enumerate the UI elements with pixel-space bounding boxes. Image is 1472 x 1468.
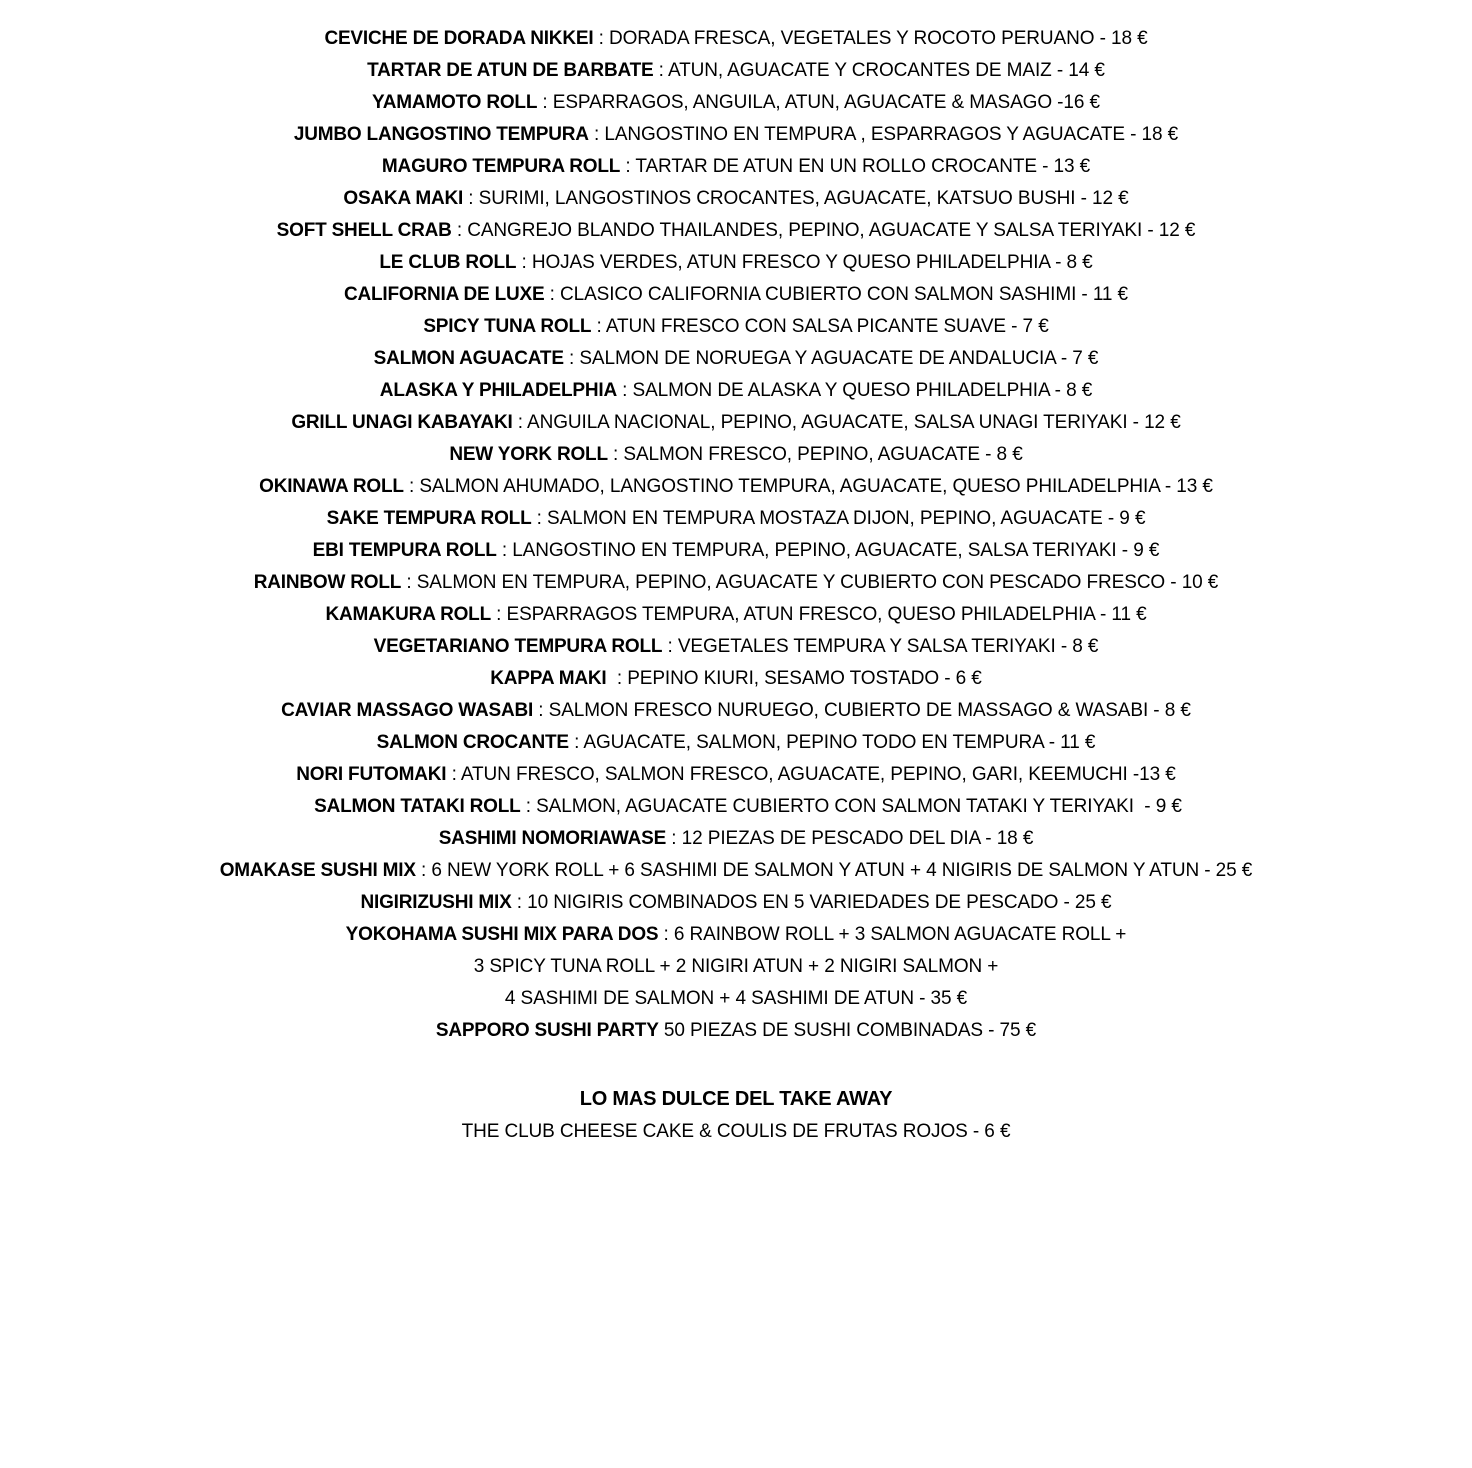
menu-item xyxy=(0,249,1472,281)
menu-item-description: : 12 PIEZAS DE PESCADO DEL DIA - 18 € xyxy=(666,828,1034,849)
menu-item-name: ALASKA Y PHILADELPHIA xyxy=(379,380,617,401)
menu-item-name: NIGIRIZUSHI MIX xyxy=(360,892,512,913)
section-title: LO MAS DULCE DEL TAKE AWAY xyxy=(579,1088,893,1110)
menu-item xyxy=(0,825,1472,857)
menu-item-description: : 6 NEW YORK ROLL + 6 SASHIMI DE SALMON Y ATUN + 4 NIGIRIS DE SALMON Y ATUN - 25 € xyxy=(415,860,1253,881)
menu-item-name: YAMAMOTO ROLL xyxy=(372,92,538,113)
menu-item xyxy=(0,601,1472,633)
menu-item-name: SOFT SHELL CRAB xyxy=(276,220,452,241)
menu-item-name: SAKE TEMPURA ROLL xyxy=(326,508,532,529)
menu-item-description: : CANGREJO BLANDO THAILANDES, PEPINO, AGUACATE Y SALSA TERIYAKI - 12 € xyxy=(451,220,1196,241)
menu-item xyxy=(0,57,1472,89)
menu-item-name: TARTAR DE ATUN DE BARBATE xyxy=(367,60,654,81)
dessert-section xyxy=(0,1084,1472,1150)
menu-item xyxy=(0,857,1472,889)
menu-item xyxy=(0,25,1472,57)
menu-item xyxy=(0,793,1472,825)
menu-item-description: : ATUN FRESCO CON SALSA PICANTE SUAVE - 7 € xyxy=(591,316,1049,337)
menu-item-description: : SALMON FRESCO, PEPINO, AGUACATE - 8 € xyxy=(607,444,1023,465)
menu-item-description: : SALMON DE NORUEGA Y AGUACATE DE ANDALUCIA - 7 € xyxy=(563,348,1099,369)
menu-list xyxy=(0,25,1472,1049)
menu-item xyxy=(0,633,1472,665)
menu-item-description: : ATUN FRESCO, SALMON FRESCO, AGUACATE, PEPINO, GARI, KEEMUCHI -13 € xyxy=(446,764,1176,785)
menu-item-name: SAPPORO SUSHI PARTY xyxy=(435,1020,659,1041)
menu-item-description: : HOJAS VERDES, ATUN FRESCO Y QUESO PHILADELPHIA - 8 € xyxy=(516,252,1093,273)
menu-item-description: : 6 RAINBOW ROLL + 3 SALMON AGUACATE ROLL + xyxy=(658,924,1127,945)
menu-item-description: : ANGUILA NACIONAL, PEPINO, AGUACATE, SALSA UNAGI TERIYAKI - 12 € xyxy=(512,412,1181,433)
menu-item-name: KAMAKURA ROLL xyxy=(325,604,491,625)
menu-item xyxy=(0,569,1472,601)
menu-item-name: GRILL UNAGI KABAYAKI xyxy=(291,412,513,433)
menu-item-name: KAPPA MAKI xyxy=(490,668,607,689)
menu-item xyxy=(0,217,1472,249)
menu-item-description: : LANGOSTINO EN TEMPURA, PEPINO, AGUACATE, SALSA TERIYAKI - 9 € xyxy=(496,540,1160,561)
menu-item-name: SASHIMI NOMORIAWASE xyxy=(438,828,667,849)
dessert-item: THE CLUB CHEESE CAKE & COULIS DE FRUTAS ROJOS - 6 € xyxy=(461,1121,1011,1142)
menu-item-description: : 10 NIGIRIS COMBINADOS EN 5 VARIEDADES DE PESCADO - 25 € xyxy=(511,892,1112,913)
menu-item-description: : TARTAR DE ATUN EN UN ROLLO CROCANTE - 13 € xyxy=(620,156,1091,177)
menu-item xyxy=(0,185,1472,217)
menu-item xyxy=(0,345,1472,377)
menu-item xyxy=(0,1017,1472,1049)
menu-item-description: : PEPINO KIURI, SESAMO TOSTADO - 6 € xyxy=(606,668,982,689)
menu-item-description: : SALMON EN TEMPURA MOSTAZA DIJON, PEPINO, AGUACATE - 9 € xyxy=(531,508,1146,529)
menu-item-name: CAVIAR MASSAGO WASABI xyxy=(281,700,534,721)
menu-item-description: : SALMON, AGUACATE CUBIERTO CON SALMON TATAKI Y TERIYAKI - 9 € xyxy=(520,796,1182,817)
menu-item-continuation xyxy=(0,953,1472,985)
menu-item xyxy=(0,761,1472,793)
menu-item-description: : ESPARRAGOS TEMPURA, ATUN FRESCO, QUESO PHILADELPHIA - 11 € xyxy=(491,604,1147,625)
menu-item-description: : DORADA FRESCA, VEGETALES Y ROCOTO PERUANO - 18 € xyxy=(593,28,1148,49)
menu-item-name: SALMON CROCANTE xyxy=(376,732,569,753)
menu-item-name: RAINBOW ROLL xyxy=(253,572,402,593)
menu-item-description: : ATUN, AGUACATE Y CROCANTES DE MAIZ - 14 € xyxy=(653,60,1105,81)
menu-item-name: OMAKASE SUSHI MIX xyxy=(219,860,416,881)
menu-item-description: : AGUACATE, SALMON, PEPINO TODO EN TEMPURA - 11 € xyxy=(568,732,1096,753)
menu-item-name: SPICY TUNA ROLL xyxy=(423,316,592,337)
menu-item-description: : SURIMI, LANGOSTINOS CROCANTES, AGUACATE, KATSUO BUSHI - 12 € xyxy=(463,188,1129,209)
menu-item-name: NORI FUTOMAKI xyxy=(296,764,447,785)
menu-item-description: : VEGETALES TEMPURA Y SALSA TERIYAKI - 8 € xyxy=(662,636,1099,657)
menu-item-description: : CLASICO CALIFORNIA CUBIERTO CON SALMON SASHIMI - 11 € xyxy=(544,284,1129,305)
menu-item-description: : SALMON DE ALASKA Y QUESO PHILADELPHIA - 8 € xyxy=(617,380,1093,401)
menu-item xyxy=(0,665,1472,697)
menu-item-name: OSAKA MAKI xyxy=(343,188,464,209)
menu-item xyxy=(0,921,1472,953)
menu-item-name: OKINAWA ROLL xyxy=(259,476,404,497)
menu-item-description: : LANGOSTINO EN TEMPURA , ESPARRAGOS Y AGUACATE - 18 € xyxy=(588,124,1179,145)
menu-item xyxy=(0,153,1472,185)
menu-item-name: MAGURO TEMPURA ROLL xyxy=(381,156,621,177)
menu-item-description: : SALMON EN TEMPURA, PEPINO, AGUACATE Y CUBIERTO CON PESCADO FRESCO - 10 € xyxy=(401,572,1219,593)
menu-item xyxy=(0,89,1472,121)
menu-item-name: VEGETARIANO TEMPURA ROLL xyxy=(373,636,663,657)
menu-item xyxy=(0,729,1472,761)
menu-item-description: : SALMON FRESCO NURUEGO, CUBIERTO DE MASSAGO & WASABI - 8 € xyxy=(533,700,1191,721)
menu-item xyxy=(0,441,1472,473)
menu-item-description: : ESPARRAGOS, ANGUILA, ATUN, AGUACATE & MASAGO -16 € xyxy=(537,92,1100,113)
menu-item-name: LE CLUB ROLL xyxy=(379,252,517,273)
menu-item xyxy=(0,537,1472,569)
menu-item xyxy=(0,281,1472,313)
menu-item-name: JUMBO LANGOSTINO TEMPURA xyxy=(293,124,589,145)
menu-item-name: SALMON TATAKI ROLL xyxy=(314,796,521,817)
menu-item xyxy=(0,889,1472,921)
menu-item-continuation xyxy=(0,985,1472,1017)
menu-item xyxy=(0,505,1472,537)
menu-item-name: EBI TEMPURA ROLL xyxy=(312,540,497,561)
menu-item xyxy=(0,697,1472,729)
menu-item xyxy=(0,313,1472,345)
menu-item xyxy=(0,121,1472,153)
menu-item-description: 3 SPICY TUNA ROLL + 2 NIGIRI ATUN + 2 NIGIRI SALMON + xyxy=(473,956,999,977)
menu-item-description: 50 PIEZAS DE SUSHI COMBINADAS - 75 € xyxy=(658,1020,1037,1041)
menu-item-name: SALMON AGUACATE xyxy=(373,348,564,369)
menu-item xyxy=(0,473,1472,505)
menu-item-name: YOKOHAMA SUSHI MIX PARA DOS xyxy=(345,924,659,945)
menu-item-name: CEVICHE DE DORADA NIKKEI xyxy=(324,28,594,49)
menu-item-name: NEW YORK ROLL xyxy=(449,444,608,465)
menu-item-name: CALIFORNIA DE LUXE xyxy=(343,284,545,305)
menu-item-description: : SALMON AHUMADO, LANGOSTINO TEMPURA, AGUACATE, QUESO PHILADELPHIA - 13 € xyxy=(403,476,1213,497)
menu-item xyxy=(0,409,1472,441)
menu-item xyxy=(0,377,1472,409)
menu-item-description: 4 SASHIMI DE SALMON + 4 SASHIMI DE ATUN - 35 € xyxy=(504,988,968,1009)
